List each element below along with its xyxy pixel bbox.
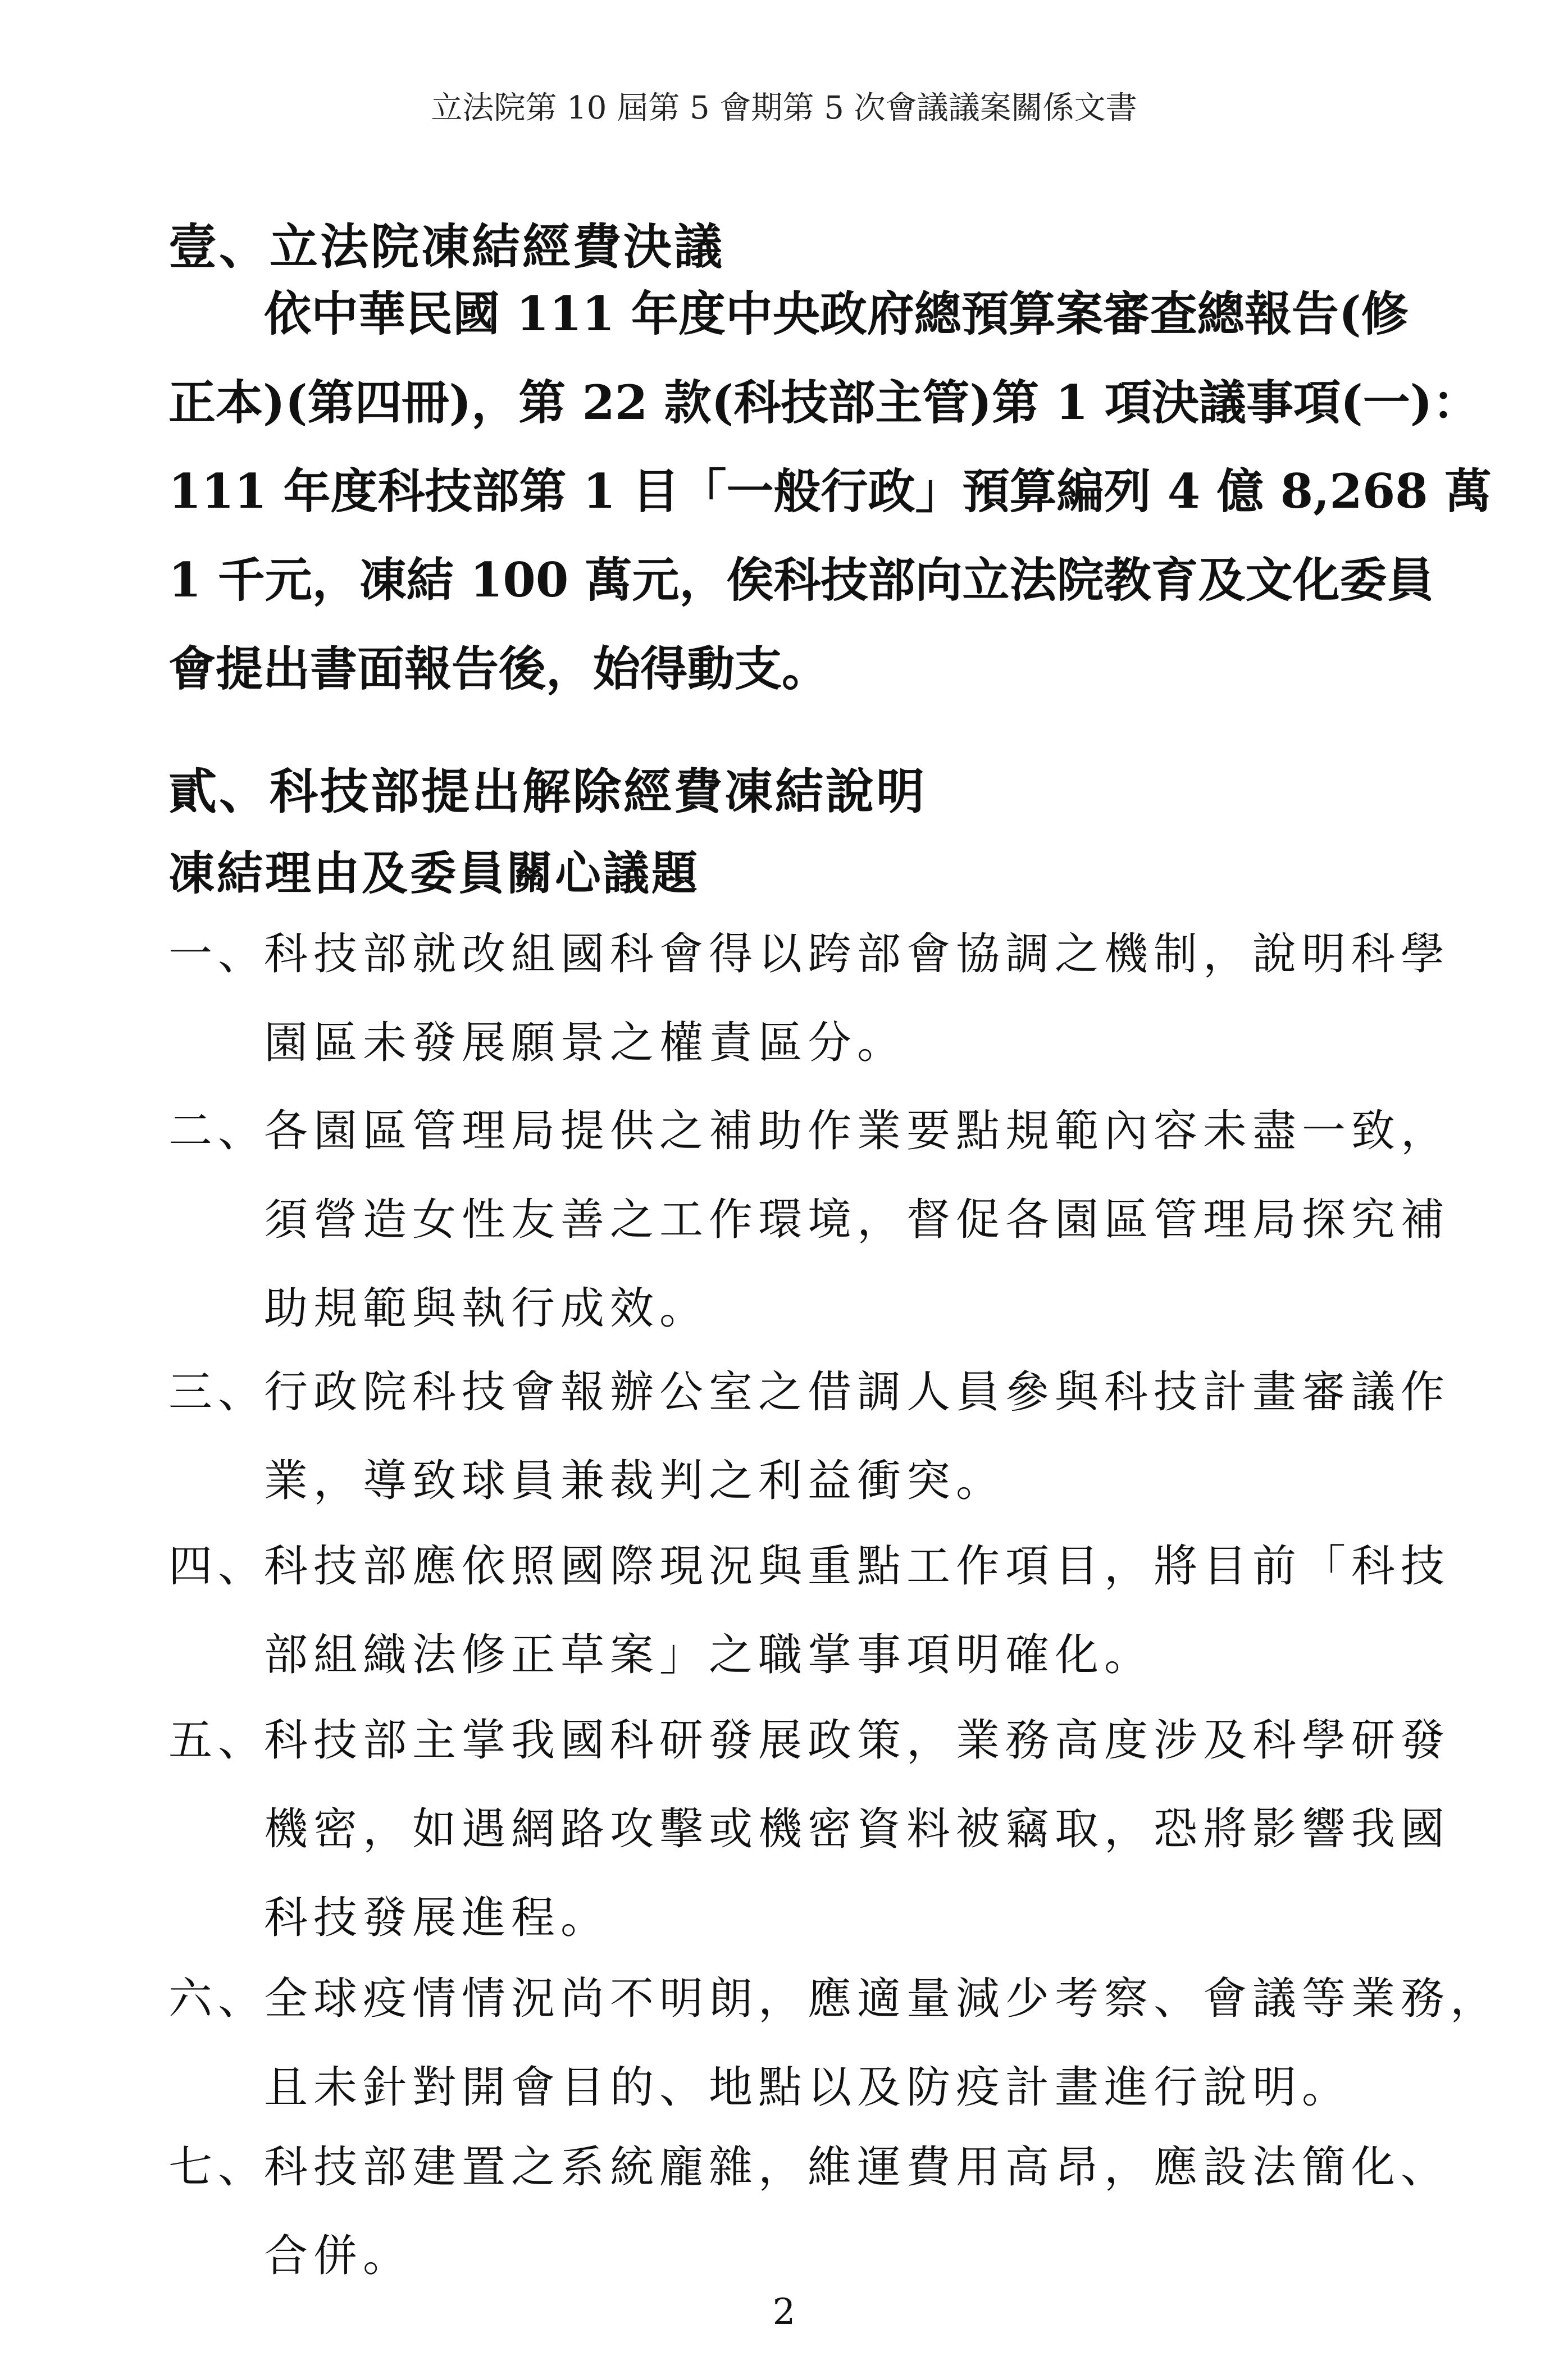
paragraph-line: 1 千元，凍結 100 萬元，俟科技部向立法院教育及文化委員	[168, 552, 1434, 608]
list-item	[168, 910, 1451, 1087]
list-item	[168, 1954, 1500, 2132]
list-item	[168, 1348, 1451, 1525]
list-item	[168, 1522, 1451, 1699]
list-item	[168, 2123, 1451, 2300]
page-header: 立法院第 10 屆第 5 會期第 5 次會議議案關係文書	[431, 90, 1137, 126]
section1-title: 壹、立法院凍結經費決議	[168, 218, 724, 275]
section1-paragraph	[168, 270, 1492, 713]
item-line: 部組織法修正草案」之職掌事項明確化。	[264, 1630, 1154, 1680]
item-line: 須營造女性友善之工作環境，督促各園區管理局探究補	[264, 1195, 1451, 1245]
page-number: 2	[772, 2291, 796, 2333]
item-line: 各園區管理局提供之補助作業要點規範內容未盡一致，	[264, 1106, 1451, 1156]
paragraph-line: 111 年度科技部第 1 目「一般行政」預算編列 4 億 8,268 萬	[168, 463, 1492, 519]
item-number: 一、	[168, 929, 268, 979]
item-line: 科技部就改組國科會得以跨部會協調之機制，說明科學	[264, 929, 1451, 979]
section2-subtitle: 凍結理由及委員關心議題	[168, 846, 700, 900]
paragraph-line: 會提出書面報告後，始得動支。	[168, 641, 829, 696]
item-line: 且未針對開會目的、地點以及防疫計畫進行說明。	[264, 2062, 1352, 2113]
item-line: 行政院科技會報辦公室之借調人員參與科技計畫審議作	[264, 1367, 1451, 1418]
paragraph-line: 依中華民國 111 年度中央政府總預算案審查總報告(修	[264, 286, 1409, 341]
item-number: 七、	[168, 2142, 268, 2193]
item-number: 五、	[168, 1715, 268, 1766]
item-line: 園區未發展願景之權責區分。	[264, 1018, 907, 1068]
item-line: 科技部應依照國際現況與重點工作項目，將目前「科技	[264, 1541, 1451, 1592]
paragraph-line: 正本)(第四冊)，第 22 款(科技部主管)第 1 項決議事項(一)：	[168, 375, 1480, 430]
list-item	[168, 1696, 1451, 1962]
item-line: 業，導致球員兼裁判之利益衝突。	[264, 1456, 1006, 1506]
item-line: 助規範與執行成效。	[264, 1283, 709, 1334]
list-item	[168, 1087, 1451, 1353]
item-line: 科技發展進程。	[264, 1893, 610, 1943]
item-line: 科技部建置之系統龐雜，維運費用高昂，應設法簡化、	[264, 2142, 1451, 2193]
item-number: 三、	[168, 1367, 268, 1418]
item-line: 科技部主掌我國科研發展政策，業務高度涉及科學研發	[264, 1715, 1451, 1766]
item-line: 合併。	[264, 2231, 413, 2281]
item-line: 全球疫情情況尚不明朗，應適量減少考察、會議等業務，	[264, 1974, 1500, 2024]
item-number: 二、	[168, 1106, 268, 1156]
item-number: 六、	[168, 1974, 268, 2024]
section2-title: 貳、科技部提出解除經費凍結說明	[168, 763, 927, 820]
item-number: 四、	[168, 1541, 268, 1592]
item-line: 機密，如遇網路攻擊或機密資料被竊取，恐將影響我國	[264, 1804, 1451, 1854]
